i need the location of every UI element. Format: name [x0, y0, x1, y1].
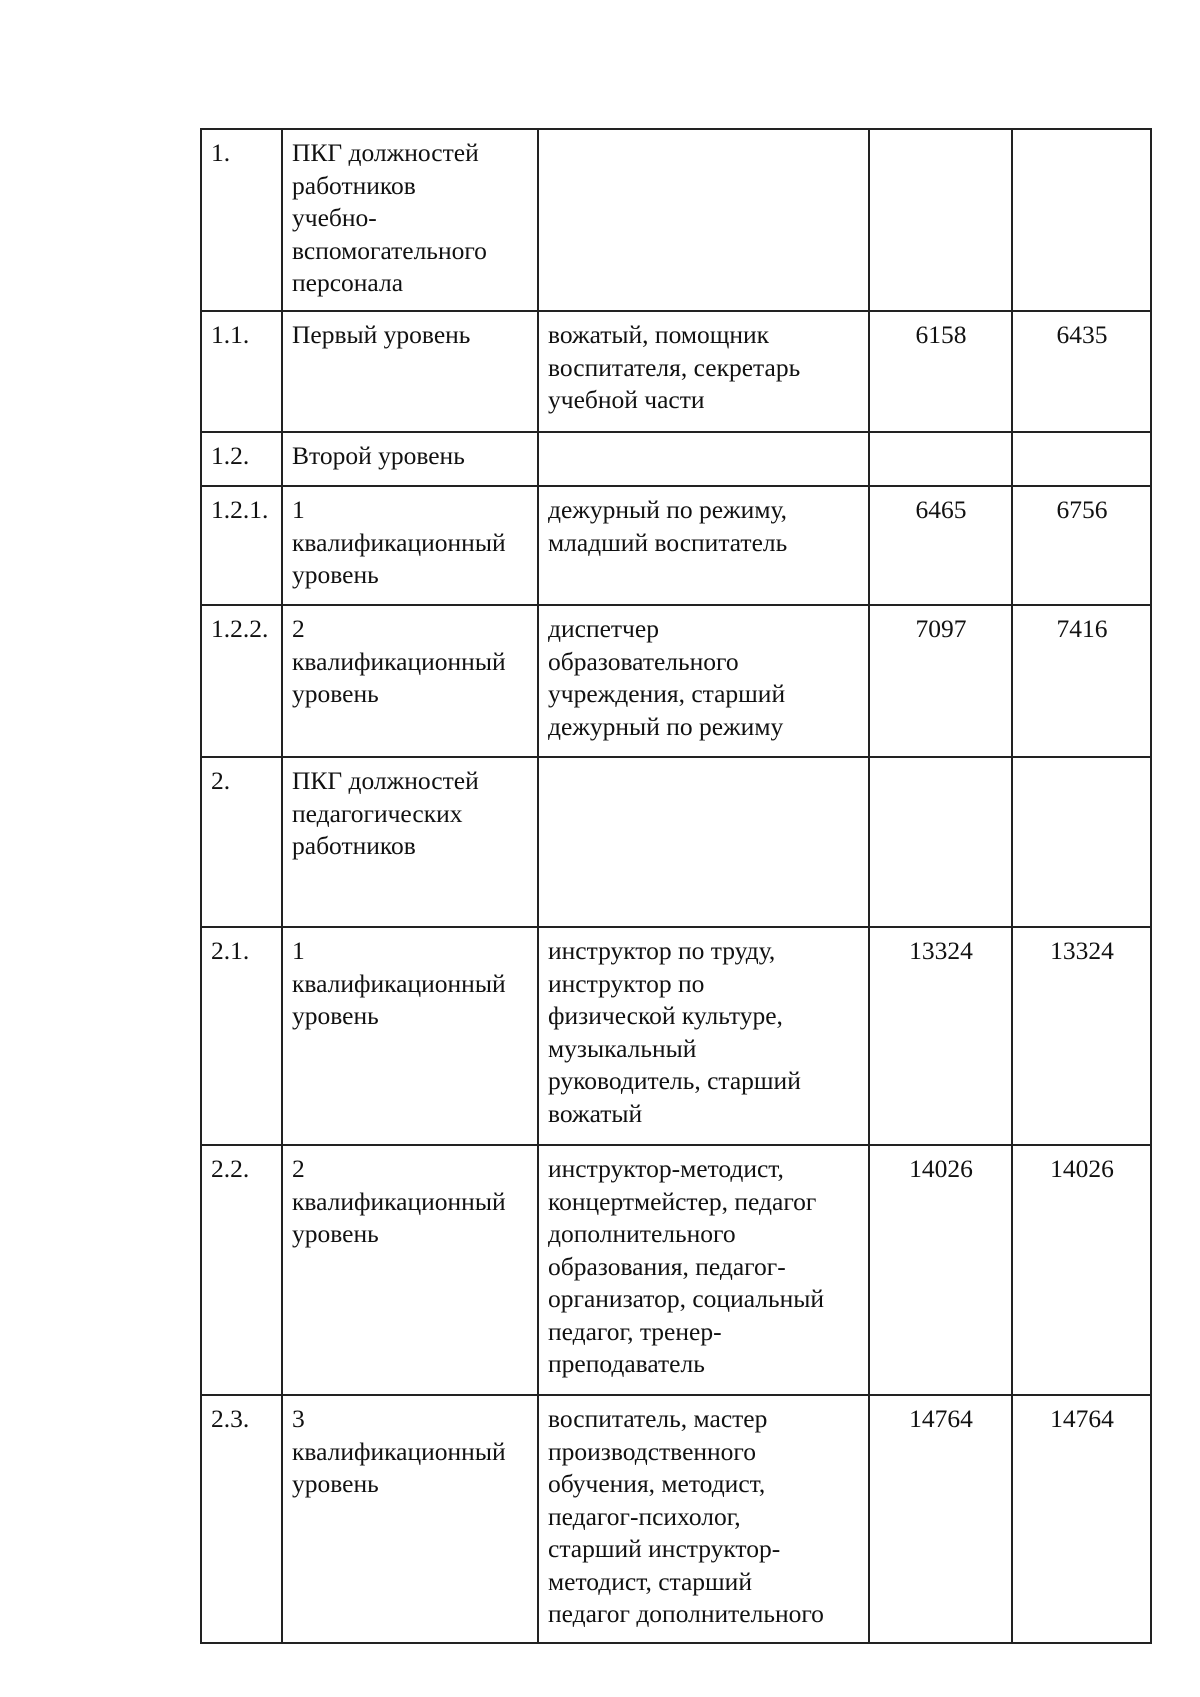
group-name: 3 квалификационный уровень: [282, 1395, 538, 1643]
group-name: 2 квалификационный уровень: [282, 605, 538, 757]
salary-value-1: [869, 432, 1012, 486]
row-number: 2.3.: [201, 1395, 282, 1643]
positions: дежурный по режиму, младший воспитатель: [538, 486, 869, 605]
group-name: Второй уровень: [282, 432, 538, 486]
row-number: 1.2.: [201, 432, 282, 486]
positions: воспитатель, мастер производственного обучения, методист, педагог-психолог, старший инструктор- методист, старший педагог дополнительного: [538, 1395, 869, 1643]
table-row: [201, 311, 1151, 432]
salary-value-2: 14026: [1012, 1145, 1151, 1395]
row-number: 1.: [201, 129, 282, 311]
salary-value-2: 6756: [1012, 486, 1151, 605]
salary-value-2: 13324: [1012, 927, 1151, 1145]
salary-value-2: [1012, 129, 1151, 311]
table-row: [201, 1145, 1151, 1395]
positions: диспетчер образовательного учреждения, старший дежурный по режиму: [538, 605, 869, 757]
salary-value-1: 14764: [869, 1395, 1012, 1643]
row-number: 1.2.2.: [201, 605, 282, 757]
positions: [538, 129, 869, 311]
salary-value-2: [1012, 757, 1151, 927]
group-name: ПКГ должностей работников учебно- вспомогательного персонала: [282, 129, 538, 311]
salary-value-2: [1012, 432, 1151, 486]
positions: [538, 432, 869, 486]
salary-value-2: 7416: [1012, 605, 1151, 757]
group-name: 1 квалификационный уровень: [282, 927, 538, 1145]
table-row: [201, 129, 1151, 311]
salary-value-1: 6158: [869, 311, 1012, 432]
table-row: [201, 1395, 1151, 1643]
salary-value-2: 6435: [1012, 311, 1151, 432]
row-number: 1.1.: [201, 311, 282, 432]
table-row: [201, 605, 1151, 757]
group-name: 1 квалификационный уровень: [282, 486, 538, 605]
salary-value-1: 13324: [869, 927, 1012, 1145]
table-row: [201, 486, 1151, 605]
positions: инструктор-методист, концертмейстер, педагог дополнительного образования, педагог- организатор, социальный педагог, тренер- преподаватель: [538, 1145, 869, 1395]
positions: инструктор по труду, инструктор по физической культуре, музыкальный руководитель, старший вожатый: [538, 927, 869, 1145]
row-number: 2.1.: [201, 927, 282, 1145]
table-row: [201, 927, 1151, 1145]
salary-value-1: 6465: [869, 486, 1012, 605]
group-name: Первый уровень: [282, 311, 538, 432]
salary-table: [200, 128, 1152, 1644]
positions: [538, 757, 869, 927]
row-number: 2.: [201, 757, 282, 927]
salary-value-1: 14026: [869, 1145, 1012, 1395]
salary-value-2: 14764: [1012, 1395, 1151, 1643]
table-row: [201, 757, 1151, 927]
row-number: 1.2.1.: [201, 486, 282, 605]
salary-value-1: [869, 129, 1012, 311]
row-number: 2.2.: [201, 1145, 282, 1395]
salary-value-1: [869, 757, 1012, 927]
salary-value-1: 7097: [869, 605, 1012, 757]
group-name: ПКГ должностей педагогических работников: [282, 757, 538, 927]
table-row: [201, 432, 1151, 486]
group-name: 2 квалификационный уровень: [282, 1145, 538, 1395]
positions: вожатый, помощник воспитателя, секретарь учебной части: [538, 311, 869, 432]
